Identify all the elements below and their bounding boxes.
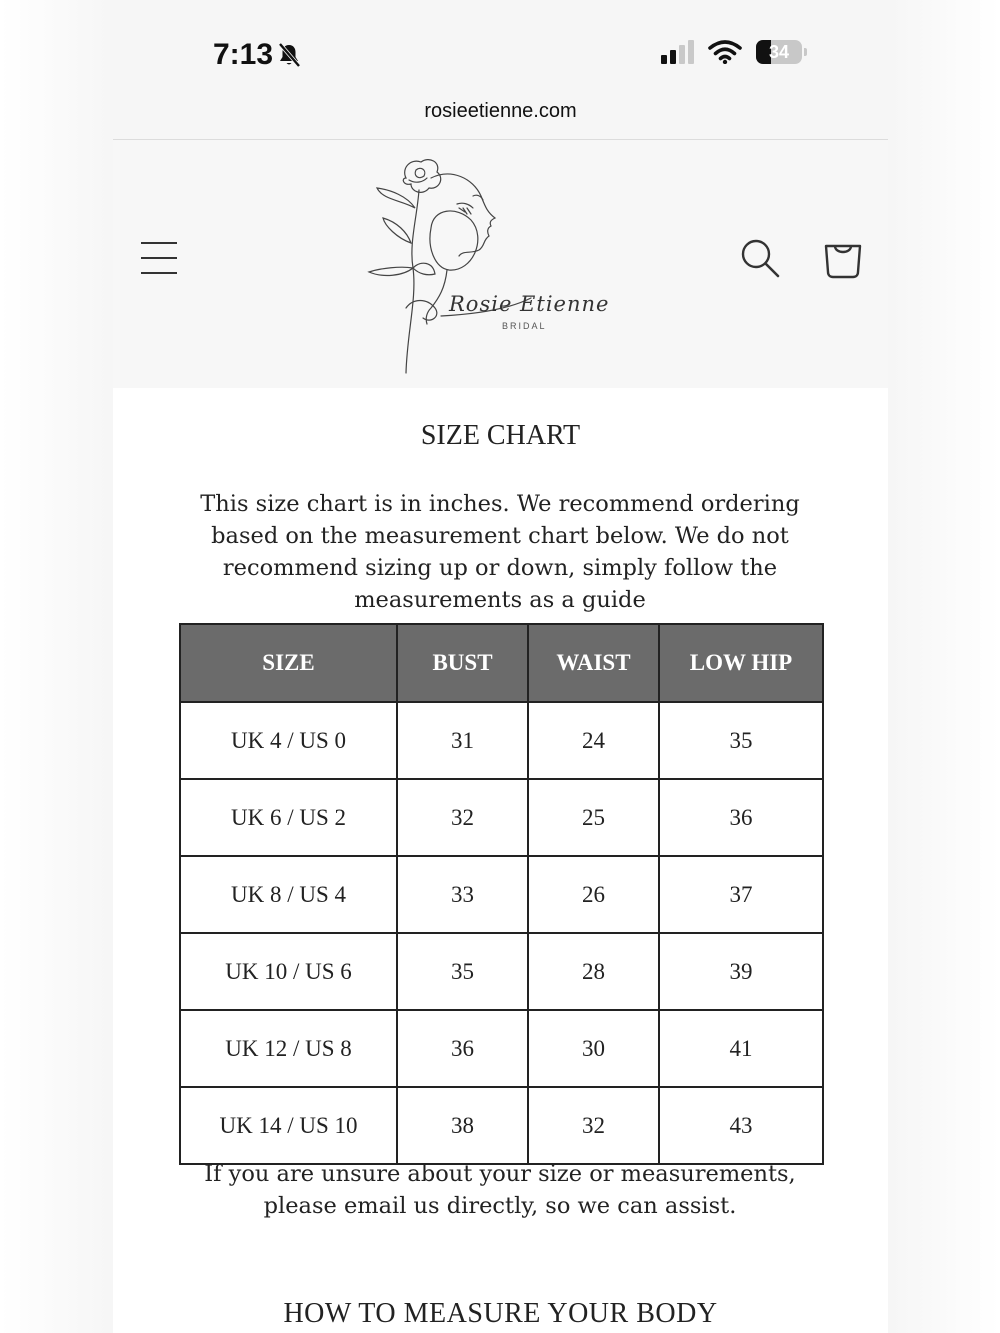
cell-waist: 26 bbox=[528, 856, 659, 933]
header-bust: BUST bbox=[397, 624, 528, 702]
cell-low-hip: 37 bbox=[659, 856, 823, 933]
cell-size: UK 14 / US 10 bbox=[180, 1087, 397, 1164]
cart-icon[interactable] bbox=[821, 236, 865, 280]
size-chart-table bbox=[179, 623, 824, 1165]
status-time bbox=[213, 38, 301, 72]
header-low-hip: LOW HIP bbox=[659, 624, 823, 702]
cell-waist: 30 bbox=[528, 1010, 659, 1087]
site-header bbox=[113, 140, 888, 388]
wifi-icon bbox=[708, 40, 742, 64]
cell-low-hip: 43 bbox=[659, 1087, 823, 1164]
cell-bust: 35 bbox=[397, 933, 528, 1010]
cell-size: UK 6 / US 2 bbox=[180, 779, 397, 856]
cell-waist: 32 bbox=[528, 1087, 659, 1164]
battery-level: 34 bbox=[768, 41, 790, 62]
table-row bbox=[180, 856, 823, 933]
header-waist: WAIST bbox=[528, 624, 659, 702]
brand-logo-icon[interactable] bbox=[361, 148, 611, 378]
cell-waist: 25 bbox=[528, 779, 659, 856]
page-title: SIZE CHART bbox=[420, 420, 581, 451]
cell-low-hip: 35 bbox=[659, 702, 823, 779]
main-content bbox=[113, 388, 888, 1333]
cell-bust: 32 bbox=[397, 779, 528, 856]
cell-waist: 24 bbox=[528, 702, 659, 779]
cell-size: UK 4 / US 0 bbox=[180, 702, 397, 779]
table-row bbox=[180, 779, 823, 856]
menu-button[interactable] bbox=[141, 240, 179, 276]
cell-size: UK 8 / US 4 bbox=[180, 856, 397, 933]
table-row bbox=[180, 933, 823, 1010]
size-help-note: If you are unsure about your size or measurements, please email us directly, so we can assist. bbox=[204, 1161, 796, 1219]
how-to-measure-heading: HOW TO MEASURE YOUR BODY bbox=[283, 1298, 718, 1329]
cell-bust: 33 bbox=[397, 856, 528, 933]
cell-low-hip: 36 bbox=[659, 779, 823, 856]
address-bar-url[interactable]: rosieetienne.com bbox=[424, 100, 577, 122]
size-chart-intro: This size chart is in inches. We recommend ordering based on the measurement chart below. We do not recommend sizing up or down, simply follow the measurements as a guide bbox=[200, 491, 800, 613]
cell-waist: 28 bbox=[528, 933, 659, 1010]
table-header-row bbox=[180, 624, 823, 702]
status-indicators bbox=[661, 40, 802, 64]
cell-size: UK 10 / US 6 bbox=[180, 933, 397, 1010]
table-row bbox=[180, 702, 823, 779]
header-size: SIZE bbox=[180, 624, 397, 702]
cell-bust: 36 bbox=[397, 1010, 528, 1087]
logo-subtitle: BRIDAL bbox=[502, 321, 547, 331]
cell-bust: 31 bbox=[397, 702, 528, 779]
table-row bbox=[180, 1010, 823, 1087]
status-time-text: 7:13 bbox=[213, 38, 274, 71]
cell-bust: 38 bbox=[397, 1087, 528, 1164]
logo-wordmark: Rosie Etienne bbox=[449, 292, 610, 316]
phone-screen bbox=[113, 0, 888, 1333]
bell-muted-icon bbox=[277, 42, 301, 68]
search-icon[interactable] bbox=[738, 236, 782, 280]
battery-icon bbox=[756, 40, 802, 64]
cell-size: UK 12 / US 8 bbox=[180, 1010, 397, 1087]
cellular-signal-icon bbox=[661, 40, 694, 64]
cell-low-hip: 41 bbox=[659, 1010, 823, 1087]
cell-low-hip: 39 bbox=[659, 933, 823, 1010]
table-row bbox=[180, 1087, 823, 1164]
